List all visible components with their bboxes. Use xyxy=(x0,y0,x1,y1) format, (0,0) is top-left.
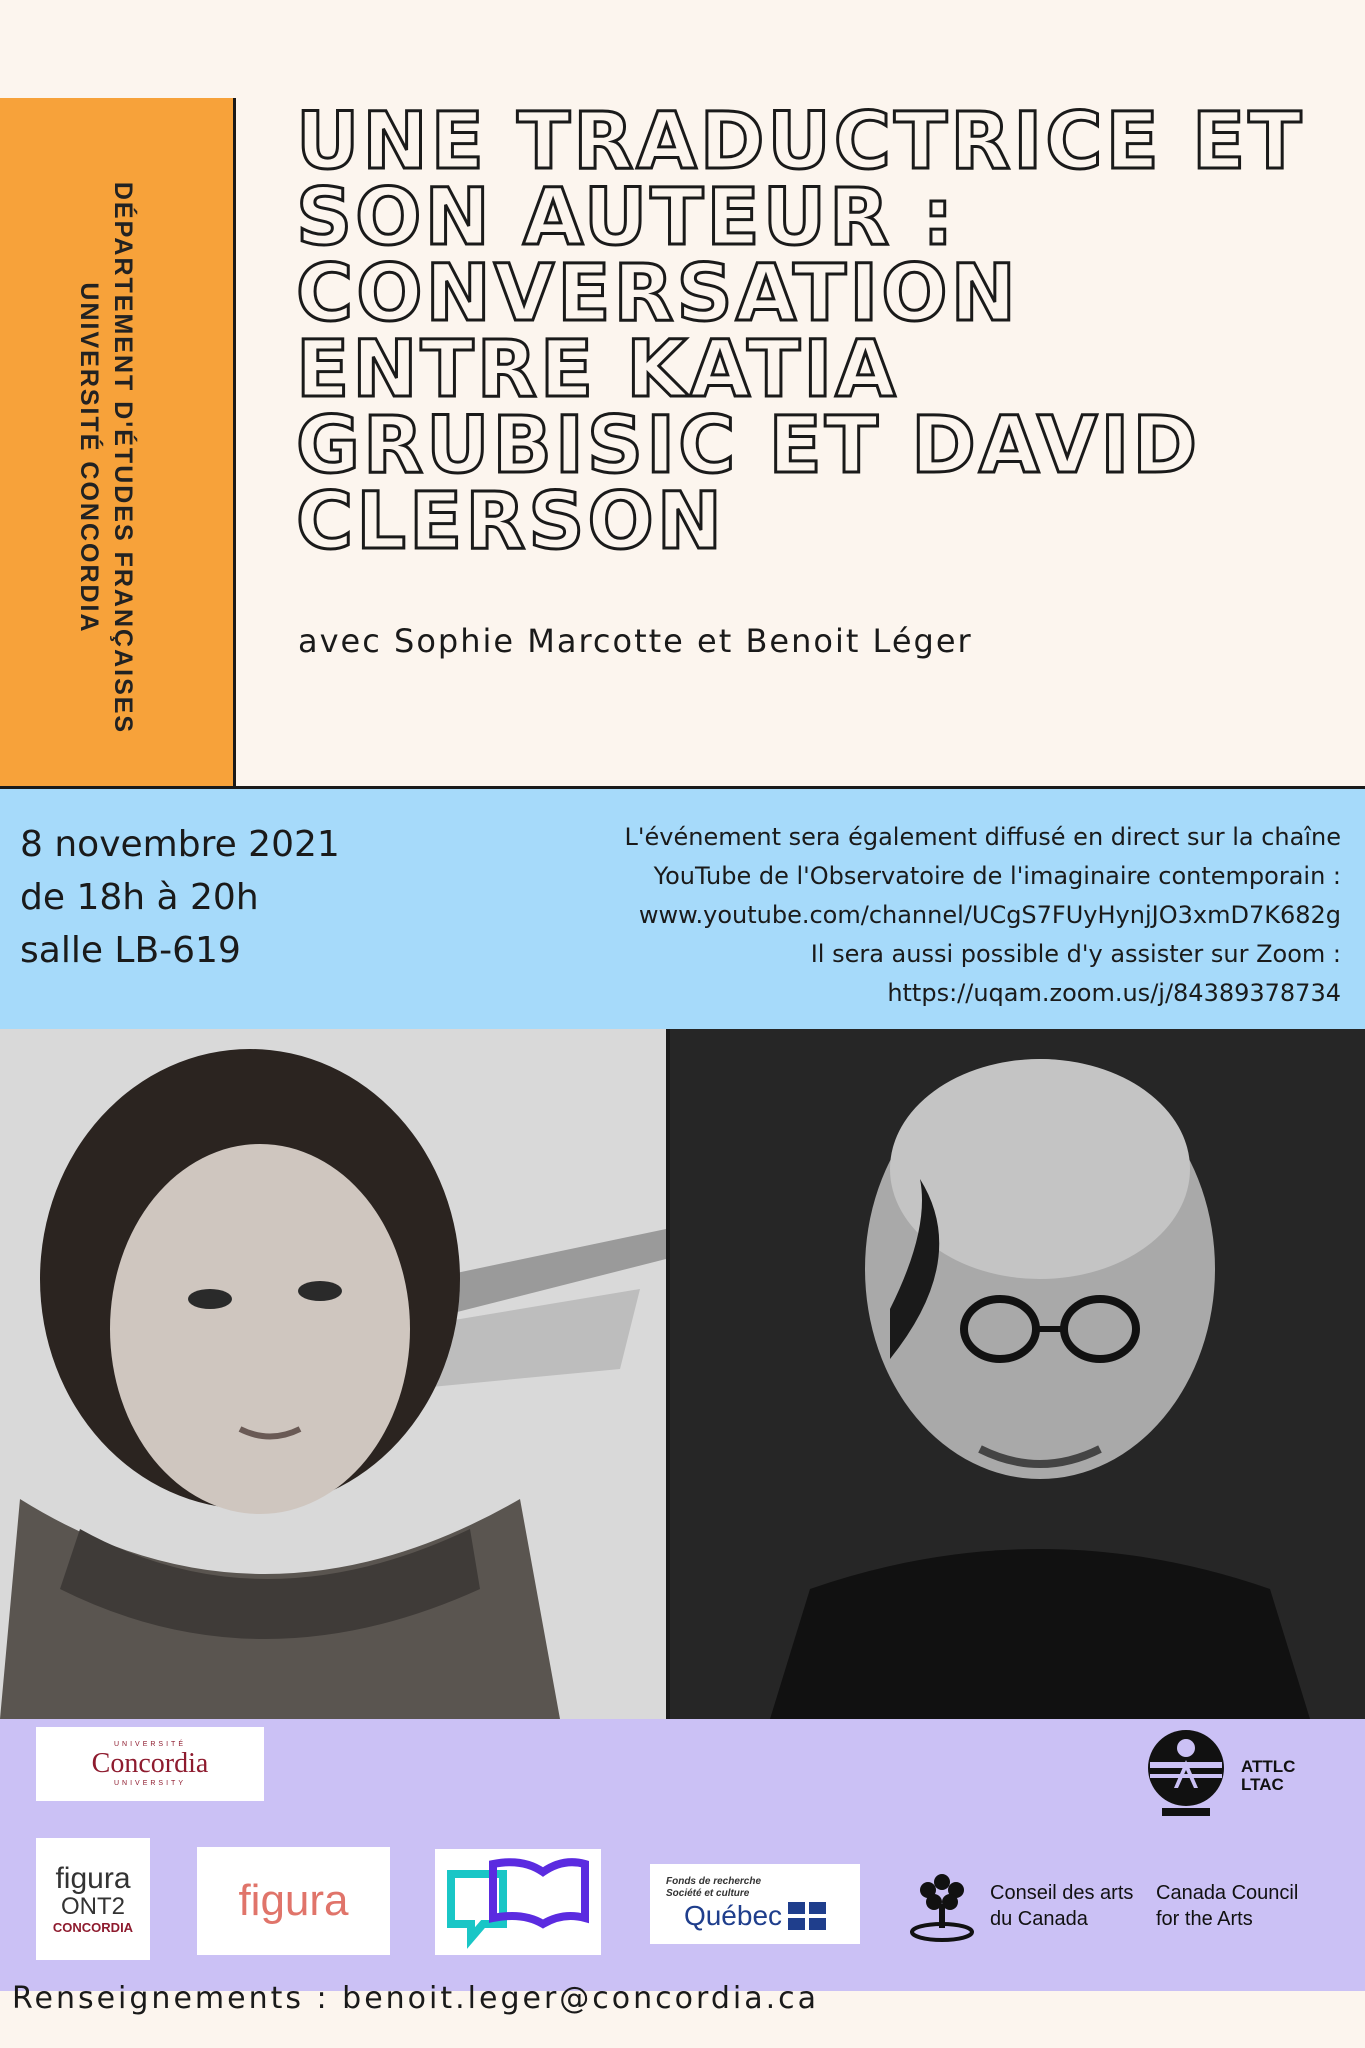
portrait-illustration xyxy=(670,1029,1365,1719)
canada-council-fr xyxy=(990,1880,1133,1932)
title-line: ENTRE KATIA xyxy=(296,325,899,415)
zoom-link[interactable]: https://uqam.zoom.us/j/84389378734 xyxy=(887,979,1341,1007)
logo-text: UNIVERSITÉ xyxy=(113,1741,186,1748)
title-line: CONVERSATION xyxy=(296,249,1019,339)
logo-text: for the Arts xyxy=(1156,1908,1253,1930)
title-line: UNE TRADUCTRICE ET xyxy=(296,97,1305,187)
frq-logo xyxy=(650,1864,860,1944)
university-label: UNIVERSITÉ CONCORDIA xyxy=(75,282,103,634)
logo-text: UNIVERSITY xyxy=(113,1780,186,1787)
logo-text: Société et culture xyxy=(666,1888,750,1899)
frq-main xyxy=(684,1900,826,1932)
oic-logo xyxy=(435,1849,601,1955)
event-date: 8 novembre 2021 xyxy=(20,824,340,865)
logo-text: Concordia xyxy=(91,1748,209,1779)
logo-text: ONT2 xyxy=(60,1892,125,1920)
book-chat-icon xyxy=(443,1854,593,1950)
event-details xyxy=(20,818,340,977)
concordia-logo xyxy=(36,1727,264,1801)
quebec-flag-icon xyxy=(788,1902,826,1930)
event-time: de 18h à 20h xyxy=(20,877,259,918)
logo-text: Conseil des arts xyxy=(990,1882,1134,1904)
logo-text: Fonds de recherche xyxy=(666,1876,762,1887)
stream-info xyxy=(501,818,1341,1013)
logo-text: Québec xyxy=(683,1900,783,1931)
logo-text: Canada Council xyxy=(1156,1882,1299,1904)
canada-council-en xyxy=(1156,1880,1298,1932)
youtube-link[interactable]: www.youtube.com/channel/UCgS7FUyHynjJO3xmD7K682g xyxy=(638,901,1341,929)
stream-text: YouTube de l'Observatoire de l'imaginaire contemporain : xyxy=(653,862,1341,890)
attlc-label xyxy=(1241,1758,1295,1794)
event-subtitle: avec Sophie Marcotte et Benoit Léger xyxy=(298,622,973,660)
portrait-photo-man xyxy=(670,1029,1365,1719)
department-label: DÉPARTEMENT D'ÉTUDES FRANÇAISES xyxy=(109,181,137,735)
zoom-text: Il sera aussi possible d'y assister sur Zoom : xyxy=(810,940,1341,968)
portrait-illustration xyxy=(0,1029,666,1719)
portrait-photo-woman xyxy=(0,1029,666,1719)
figura-nt2-logo xyxy=(36,1838,150,1960)
figura-logo xyxy=(197,1847,390,1955)
logo-text: CONCORDIA xyxy=(52,1919,134,1935)
stream-text: L'événement sera également diffusé en direct sur la chaîne xyxy=(624,823,1341,851)
title-line: CLERSON xyxy=(296,477,726,567)
logo-text: LTAC xyxy=(1241,1775,1284,1794)
canada-council-icon xyxy=(908,1868,976,1942)
event-title xyxy=(296,97,1346,567)
event-room: salle LB-619 xyxy=(20,930,241,971)
logo-text: figura xyxy=(55,1861,131,1895)
title-line: SON AUTEUR : xyxy=(296,173,957,263)
logo-text: ATTLC xyxy=(1241,1757,1296,1776)
contact-info[interactable]: Renseignements : benoit.leger@concordia.ca xyxy=(12,1981,819,2016)
title-line: GRUBISIC ET DAVID xyxy=(296,401,1201,491)
logo-text: du Canada xyxy=(990,1908,1088,1930)
logo-text: figura xyxy=(238,1876,349,1925)
